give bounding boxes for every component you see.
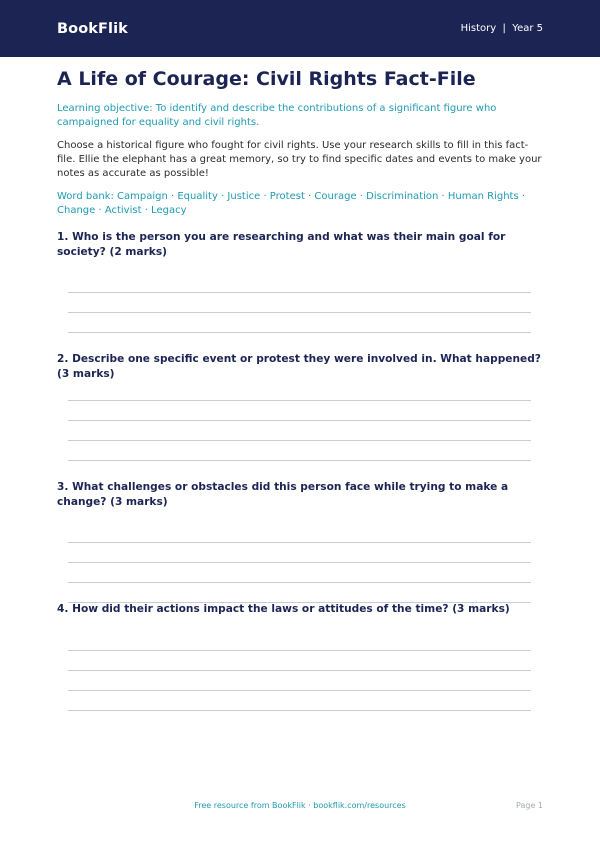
answer-line[interactable] [68,650,531,651]
question-2 [57,352,543,382]
answer-line[interactable] [68,460,531,461]
page-title: A Life of Courage: Civil Rights Fact-File [57,68,476,90]
question-3 [57,480,543,510]
answer-line[interactable] [68,542,531,543]
intro-section [57,64,543,218]
answer-line[interactable] [68,400,531,401]
learning-objective: Learning objective: To identify and describe the contributions of a significant figure who campaigned for equality and civil rights. [57,103,497,128]
question-text: 2. Describe one specific event or protest they were involved in. What happened? (3 marks) [57,353,541,380]
question-text: 3. What challenges or obstacles did this person face while trying to make a change? (3 marks) [57,481,509,508]
answer-line[interactable] [68,312,531,313]
question-text: 4. How did their actions impact the laws or attitudes of the time? (3 marks) [57,603,510,615]
answer-line[interactable] [68,670,531,671]
answer-line[interactable] [68,710,531,711]
answer-line[interactable] [68,562,531,563]
answer-line[interactable] [68,690,531,691]
answer-line[interactable] [68,292,531,293]
page-number: Page 1 [516,801,543,810]
instructions: Choose a historical figure who fought for civil rights. Use your research skills to fill in this fact-file. Ellie the elephant has a great memory, so try to find specific dates and events to make your notes as accurate as possible! [57,140,542,179]
question-4 [57,602,543,617]
answer-line[interactable] [68,582,531,583]
question-1 [57,230,543,260]
answer-line[interactable] [68,420,531,421]
brand-logo: BookFlik [57,20,128,37]
footer-link[interactable]: Free resource from BookFlik · bookflik.com/resources [194,801,406,810]
question-text: 1. Who is the person you are researching and what was their main goal for society? (2 marks) [57,231,506,258]
word-bank: Word bank: Campaign · Equality · Justice · Protest · Courage · Discrimination · Human Rights · Change · Activist · Legacy [57,191,526,216]
subject-label: History | Year 5 [460,23,543,34]
page-header [0,0,600,57]
answer-line[interactable] [68,332,531,333]
answer-line[interactable] [68,440,531,441]
